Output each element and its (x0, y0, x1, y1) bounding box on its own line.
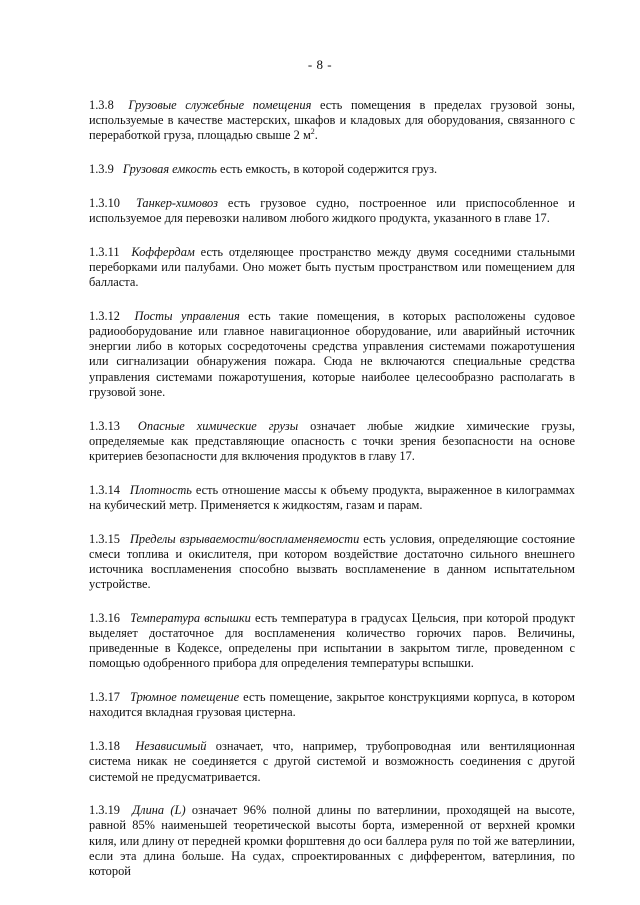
defined-term: Посты управления (134, 308, 240, 323)
definition-1-3-11 (89, 245, 575, 291)
defined-term: Грузовые служебные помещения (128, 98, 312, 112)
defined-term: Длина (L) (132, 803, 186, 818)
definition-1-3-17 (89, 690, 575, 720)
definition-text: означает 96% полной длины по ватерлинии, проходящей на высоте, равной 85% наименьшей теоретической высоты борта, измеренной от верхней кромки киля, или длину от передней кромки форштевня до оси баллера руля по той же ватерлинии, если эта длина больше. На судах, спроектированных с дифферентом, ватерлиния, по которой (89, 803, 575, 879)
clause-number: 1.3.9 (89, 162, 114, 177)
defined-term: Независимый (135, 739, 207, 754)
clause-number: 1.3.8 (89, 98, 114, 112)
defined-term: Пределы взрываемости/воспламеняемости (129, 531, 360, 546)
defined-term: Плотность (129, 482, 192, 497)
definition-text: есть помещения в пределах грузовой зоны, используемые в качестве мастерских, шкафов и кладовых для оборудования, связанного с переработкой груза, площадью свыше 2 м (89, 98, 576, 143)
definition-text: есть помещение, закрытое конструкциями корпуса, в котором находится вкладная грузовая цистерна. (89, 690, 575, 720)
definition-1-3-12 (89, 309, 575, 400)
definition-1-3-18 (89, 739, 575, 785)
clause-number: 1.3.11 (89, 244, 120, 259)
definition-text-end: . (314, 128, 318, 143)
defined-term: Коффердам (131, 244, 195, 259)
definition-text: есть температура в градусах Цельсия, при которой продукт выделяет достаточное для воспламенения количество горючих паров. Величины, приведенные в Кодексе, определены при испытании в закрытом тигле, проведенном с помощью одобренного прибора для определения температуры вспышки. (89, 610, 575, 671)
clause-number: 1.3.18 (89, 739, 120, 754)
superscript: 2 (310, 127, 315, 137)
defined-term: Температура вспышки (130, 610, 251, 625)
clause-number: 1.3.16 (89, 610, 120, 625)
definition-text: есть грузовое судно, построенное или приспособленное и используемое для перевозки наливом любого жидкого продукта, указанного в главе 17. (89, 195, 575, 226)
definition-1-3-16 (89, 611, 575, 672)
definition-text: означает любые жидкие химические грузы, определяемые как представляющие опасность с точки зрения безопасности на основе критериев безопасности для включения продуктов в главу 17. (89, 418, 575, 463)
definition-1-3-13 (89, 419, 575, 465)
clause-number: 1.3.13 (89, 418, 120, 433)
definition-text: есть такие помещения, в которых расположены судовое радиооборудование или главное навигационное оборудование, или аварийный источник энергии либо в которых сосредоточены средства управления системами пожаротушения или сигнализации обнаружения пожара. Сюда не включаются специальные средства управления системами пожаротушения, которые наиболее целесообразно располагать в грузовой зоне. (89, 308, 575, 399)
definition-1-3-14 (89, 483, 575, 513)
definition-text: есть емкость, в которой содержится груз. (220, 162, 438, 177)
definition-text: есть отношение массы к объему продукта, выраженное в килограммах на кубический метр. Применяется к жидкостям, газам и парам. (89, 482, 575, 512)
definition-text: означает, что, например, трубопроводная или вентиляционная система никак не соединяется с другой системой и возможность соединения с другой системой не предусматривается. (89, 739, 575, 784)
definition-1-3-8 (89, 98, 575, 144)
page-number: - 8 - (307, 57, 333, 72)
defined-term: Трюмное помещение (130, 690, 240, 705)
clause-number: 1.3.10 (89, 195, 120, 210)
clause-number: 1.3.12 (89, 308, 120, 323)
defined-term: Грузовая емкость (122, 162, 217, 177)
clause-number: 1.3.19 (89, 803, 120, 818)
definition-1-3-19 (89, 803, 575, 879)
defined-term: Танкер-химовоз (135, 195, 218, 210)
document-body (89, 98, 575, 898)
definition-text: есть отделяющее пространство между двумя соседними стальными переборками или палубами. Оно может быть пустым пространством или помещением для балласта. (89, 244, 575, 290)
definition-text: есть условия, определяющие состояние смеси топлива и окислителя, при котором воздействие достаточно сильного внешнего источника воспламенения способно вызвать воспламенение в данном испытательном устройстве. (89, 531, 575, 592)
definition-1-3-15 (89, 532, 575, 593)
clause-number: 1.3.14 (89, 482, 120, 497)
defined-term: Опасные химические грузы (137, 418, 299, 433)
clause-number: 1.3.15 (89, 531, 120, 546)
clause-number: 1.3.17 (89, 690, 120, 705)
definition-1-3-10 (89, 196, 575, 226)
definition-1-3-9 (89, 162, 575, 177)
